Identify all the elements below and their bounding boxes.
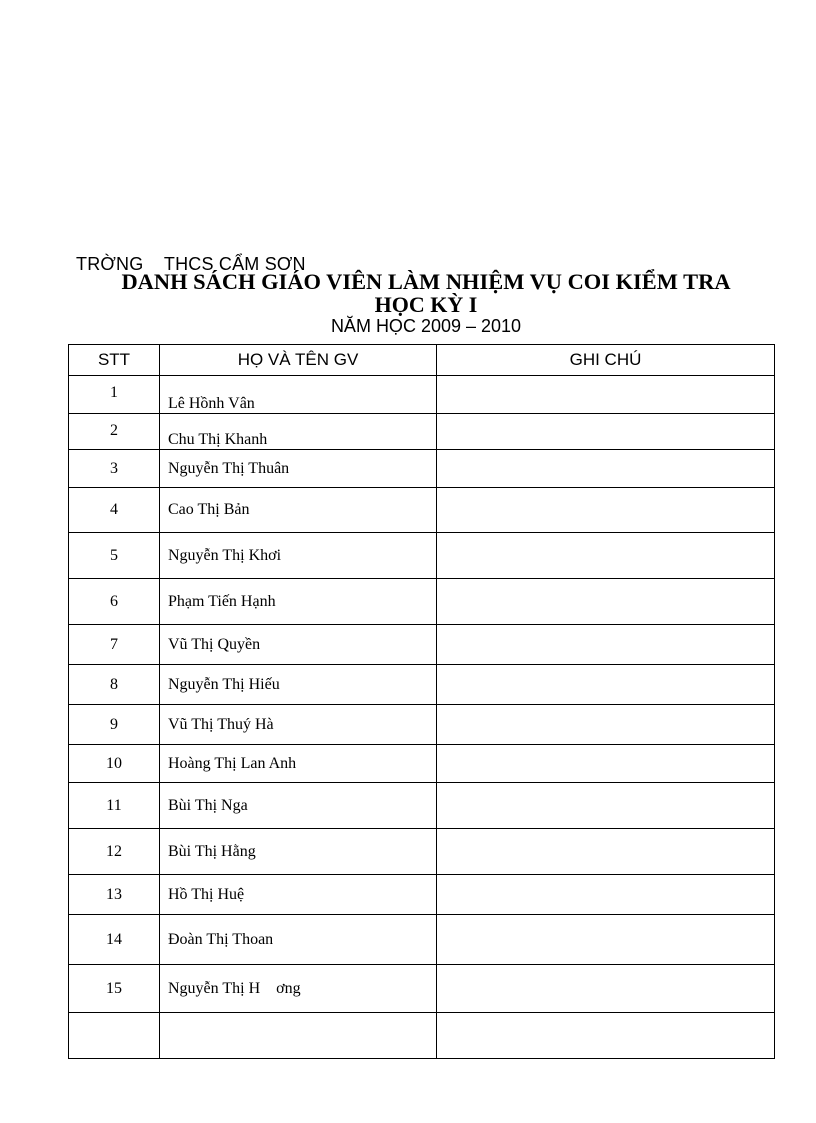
column-header-name: HỌ VÀ TÊN GV [160, 345, 437, 376]
row-teacher-name: Đoàn Thị Thoan [160, 915, 437, 965]
row-note [437, 829, 775, 875]
row-note [437, 579, 775, 625]
table-row [69, 745, 775, 783]
table-row [69, 705, 775, 745]
table-row [69, 625, 775, 665]
row-stt: 4 [69, 488, 160, 533]
row-note [437, 1013, 775, 1059]
document-title: DANH SÁCH GIÁO VIÊN LÀM NHIỆM VỤ COI KIỂM TRA [121, 269, 731, 294]
row-stt: 5 [69, 533, 160, 579]
row-note [437, 533, 775, 579]
row-stt: 13 [69, 875, 160, 915]
table-row [69, 376, 775, 414]
row-note [437, 414, 775, 450]
row-note [437, 915, 775, 965]
row-stt: 7 [69, 625, 160, 665]
row-note [437, 875, 775, 915]
row-stt: 12 [69, 829, 160, 875]
row-stt: 14 [69, 915, 160, 965]
row-teacher-name: Vũ Thị Thuý Hà [160, 705, 437, 745]
row-teacher-name: Phạm Tiến Hạnh [160, 579, 437, 625]
school-name: TRỜNG THCS CẨM SƠN [76, 254, 306, 274]
row-teacher-name: Cao Thị Bản [160, 488, 437, 533]
table-row [69, 488, 775, 533]
document-subtitle-year: NĂM HỌC 2009 – 2010 [330, 316, 522, 336]
table-row [69, 579, 775, 625]
row-stt: 2 [69, 414, 160, 450]
row-teacher-name: Chu Thị Khanh [160, 414, 437, 450]
table-row [69, 665, 775, 705]
table-row [69, 875, 775, 915]
column-header-note: GHI CHÚ [437, 345, 775, 376]
row-note [437, 450, 775, 488]
row-teacher-name: Vũ Thị Quyền [160, 625, 437, 665]
table-row [69, 965, 775, 1013]
row-stt: 3 [69, 450, 160, 488]
row-note [437, 625, 775, 665]
teacher-list-table [68, 344, 775, 1059]
row-note [437, 488, 775, 533]
table-row [69, 915, 775, 965]
table-row [69, 450, 775, 488]
row-teacher-name: Bùi Thị Nga [160, 783, 437, 829]
row-stt [69, 1013, 160, 1059]
row-stt: 9 [69, 705, 160, 745]
table-row [69, 1013, 775, 1059]
row-teacher-name: Nguyễn Thị H ơng [160, 965, 437, 1013]
table-row [69, 829, 775, 875]
row-stt: 15 [69, 965, 160, 1013]
row-teacher-name: Hồ Thị Huệ [160, 875, 437, 915]
table-row [69, 533, 775, 579]
row-teacher-name: Hoàng Thị Lan Anh [160, 745, 437, 783]
table-row [69, 783, 775, 829]
row-teacher-name: Nguyễn Thị Khơi [160, 533, 437, 579]
row-teacher-name: Nguyễn Thị Hiếu [160, 665, 437, 705]
row-stt: 1 [69, 376, 160, 414]
row-stt: 10 [69, 745, 160, 783]
row-note [437, 745, 775, 783]
table-header-row [69, 345, 775, 376]
document-subtitle-term: HỌC KỲ I [374, 292, 478, 317]
row-note [437, 783, 775, 829]
row-teacher-name [160, 1013, 437, 1059]
row-stt: 11 [69, 783, 160, 829]
row-note [437, 376, 775, 414]
row-stt: 8 [69, 665, 160, 705]
row-teacher-name: Nguyễn Thị Thuân [160, 450, 437, 488]
table-row [69, 414, 775, 450]
column-header-stt: STT [69, 345, 160, 376]
row-teacher-name: Bùi Thị Hằng [160, 829, 437, 875]
row-note [437, 665, 775, 705]
row-note [437, 705, 775, 745]
row-note [437, 965, 775, 1013]
row-teacher-name: Lê Hồnh Vân [160, 376, 437, 414]
row-stt: 6 [69, 579, 160, 625]
